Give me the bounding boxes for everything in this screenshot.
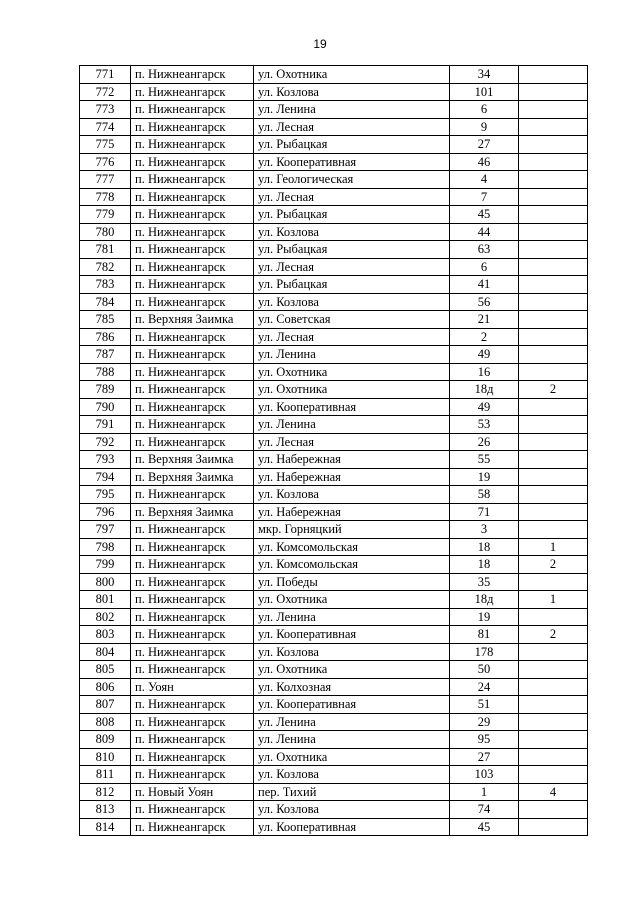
table-row (80, 83, 588, 101)
house-cell: 2 (450, 328, 519, 346)
table-row (80, 468, 588, 486)
table-row (80, 626, 588, 644)
table-row (80, 188, 588, 206)
house-cell: 6 (450, 258, 519, 276)
house-cell: 44 (450, 223, 519, 241)
row-number-cell: 782 (80, 258, 131, 276)
settlement-cell: п. Верхняя Заимка (131, 311, 254, 329)
table-row (80, 503, 588, 521)
apartment-cell (519, 748, 588, 766)
row-number-cell: 799 (80, 556, 131, 574)
settlement-cell: п. Нижнеангарск (131, 276, 254, 294)
settlement-cell: п. Нижнеангарск (131, 381, 254, 399)
house-cell: 74 (450, 801, 519, 819)
apartment-cell (519, 503, 588, 521)
house-cell: 6 (450, 101, 519, 119)
row-number-cell: 772 (80, 83, 131, 101)
street-cell: ул. Кооперативная (254, 818, 450, 836)
table-row (80, 293, 588, 311)
settlement-cell: п. Нижнеангарск (131, 363, 254, 381)
street-cell: ул. Комсомольская (254, 556, 450, 574)
street-cell: мкр. Горняцкий (254, 521, 450, 539)
table-row (80, 398, 588, 416)
house-cell: 95 (450, 731, 519, 749)
settlement-cell: п. Нижнеангарск (131, 416, 254, 434)
settlement-cell: п. Верхняя Заимка (131, 451, 254, 469)
apartment-cell (519, 766, 588, 784)
street-cell: ул. Ленина (254, 416, 450, 434)
settlement-cell: п. Нижнеангарск (131, 258, 254, 276)
apartment-cell (519, 818, 588, 836)
street-cell: ул. Охотника (254, 661, 450, 679)
row-number-cell: 793 (80, 451, 131, 469)
table-row (80, 346, 588, 364)
table-row (80, 276, 588, 294)
row-number-cell: 771 (80, 66, 131, 84)
table-row (80, 766, 588, 784)
apartment-cell (519, 153, 588, 171)
row-number-cell: 778 (80, 188, 131, 206)
settlement-cell: п. Нижнеангарск (131, 293, 254, 311)
table-row (80, 801, 588, 819)
house-cell: 3 (450, 521, 519, 539)
row-number-cell: 790 (80, 398, 131, 416)
apartment-cell (519, 486, 588, 504)
settlement-cell: п. Нижнеангарск (131, 153, 254, 171)
apartment-cell (519, 363, 588, 381)
apartment-cell (519, 101, 588, 119)
house-cell: 24 (450, 678, 519, 696)
apartment-cell (519, 696, 588, 714)
street-cell: ул. Кооперативная (254, 626, 450, 644)
table-row (80, 258, 588, 276)
row-number-cell: 806 (80, 678, 131, 696)
row-number-cell: 776 (80, 153, 131, 171)
settlement-cell: п. Нижнеангарск (131, 766, 254, 784)
street-cell: ул. Комсомольская (254, 538, 450, 556)
table-row (80, 223, 588, 241)
table-row (80, 311, 588, 329)
house-cell: 46 (450, 153, 519, 171)
house-cell: 1 (450, 783, 519, 801)
row-number-cell: 773 (80, 101, 131, 119)
settlement-cell: п. Нижнеангарск (131, 101, 254, 119)
house-cell: 53 (450, 416, 519, 434)
row-number-cell: 814 (80, 818, 131, 836)
table-row (80, 171, 588, 189)
house-cell: 51 (450, 696, 519, 714)
settlement-cell: п. Нижнеангарск (131, 748, 254, 766)
table-row (80, 206, 588, 224)
row-number-cell: 807 (80, 696, 131, 714)
house-cell: 35 (450, 573, 519, 591)
settlement-cell: п. Нижнеангарск (131, 223, 254, 241)
table-row (80, 433, 588, 451)
street-cell: ул. Кооперативная (254, 153, 450, 171)
house-cell: 19 (450, 468, 519, 486)
settlement-cell: п. Нижнеангарск (131, 118, 254, 136)
row-number-cell: 810 (80, 748, 131, 766)
apartment-cell (519, 661, 588, 679)
row-number-cell: 791 (80, 416, 131, 434)
apartment-cell (519, 801, 588, 819)
settlement-cell: п. Нижнеангарск (131, 171, 254, 189)
table-row (80, 136, 588, 154)
settlement-cell: п. Верхняя Заимка (131, 503, 254, 521)
street-cell: ул. Кооперативная (254, 696, 450, 714)
settlement-cell: п. Нижнеангарск (131, 346, 254, 364)
house-cell: 7 (450, 188, 519, 206)
table-row (80, 153, 588, 171)
house-cell: 50 (450, 661, 519, 679)
table-row (80, 66, 588, 84)
street-cell: ул. Рыбацкая (254, 136, 450, 154)
table-row (80, 678, 588, 696)
street-cell: ул. Ленина (254, 713, 450, 731)
apartment-cell (519, 188, 588, 206)
settlement-cell: п. Нижнеангарск (131, 696, 254, 714)
settlement-cell: п. Нижнеангарск (131, 626, 254, 644)
settlement-cell: п. Верхняя Заимка (131, 468, 254, 486)
apartment-cell (519, 258, 588, 276)
apartment-cell (519, 118, 588, 136)
street-cell: ул. Победы (254, 573, 450, 591)
house-cell: 71 (450, 503, 519, 521)
apartment-cell (519, 66, 588, 84)
table-row (80, 748, 588, 766)
table-row (80, 573, 588, 591)
table-row (80, 538, 588, 556)
row-number-cell: 784 (80, 293, 131, 311)
apartment-cell: 2 (519, 556, 588, 574)
table-row (80, 731, 588, 749)
row-number-cell: 783 (80, 276, 131, 294)
table-row (80, 696, 588, 714)
house-cell: 29 (450, 713, 519, 731)
settlement-cell: п. Нижнеангарск (131, 661, 254, 679)
row-number-cell: 796 (80, 503, 131, 521)
row-number-cell: 812 (80, 783, 131, 801)
street-cell: ул. Ленина (254, 101, 450, 119)
settlement-cell: п. Нижнеангарск (131, 731, 254, 749)
table-row (80, 363, 588, 381)
settlement-cell: п. Нижнеангарск (131, 328, 254, 346)
house-cell: 81 (450, 626, 519, 644)
apartment-cell: 2 (519, 626, 588, 644)
street-cell: ул. Охотника (254, 363, 450, 381)
apartment-cell (519, 311, 588, 329)
table-row (80, 328, 588, 346)
street-cell: ул. Лесная (254, 188, 450, 206)
settlement-cell: п. Нижнеангарск (131, 801, 254, 819)
street-cell: ул. Кооперативная (254, 398, 450, 416)
settlement-cell: п. Нижнеангарск (131, 486, 254, 504)
table-row (80, 118, 588, 136)
apartment-cell (519, 398, 588, 416)
table-row (80, 818, 588, 836)
settlement-cell: п. Новый Уоян (131, 783, 254, 801)
street-cell: ул. Лесная (254, 328, 450, 346)
row-number-cell: 792 (80, 433, 131, 451)
table-row (80, 783, 588, 801)
house-cell: 9 (450, 118, 519, 136)
settlement-cell: п. Нижнеангарск (131, 591, 254, 609)
house-cell: 55 (450, 451, 519, 469)
apartment-cell (519, 468, 588, 486)
address-table-body (80, 66, 588, 836)
apartment-cell: 2 (519, 381, 588, 399)
settlement-cell: п. Нижнеангарск (131, 136, 254, 154)
apartment-cell: 1 (519, 538, 588, 556)
row-number-cell: 787 (80, 346, 131, 364)
row-number-cell: 805 (80, 661, 131, 679)
house-cell: 4 (450, 171, 519, 189)
settlement-cell: п. Нижнеангарск (131, 206, 254, 224)
house-cell: 56 (450, 293, 519, 311)
row-number-cell: 808 (80, 713, 131, 731)
row-number-cell: 802 (80, 608, 131, 626)
table-row (80, 608, 588, 626)
street-cell: ул. Козлова (254, 486, 450, 504)
table-row (80, 101, 588, 119)
row-number-cell: 811 (80, 766, 131, 784)
street-cell: ул. Набережная (254, 451, 450, 469)
row-number-cell: 804 (80, 643, 131, 661)
settlement-cell: п. Нижнеангарск (131, 521, 254, 539)
table-row (80, 591, 588, 609)
page-number: 19 (313, 37, 327, 51)
apartment-cell (519, 293, 588, 311)
house-cell: 49 (450, 398, 519, 416)
table-row (80, 416, 588, 434)
row-number-cell: 786 (80, 328, 131, 346)
house-cell: 63 (450, 241, 519, 259)
settlement-cell: п. Нижнеангарск (131, 433, 254, 451)
street-cell: ул. Набережная (254, 468, 450, 486)
row-number-cell: 781 (80, 241, 131, 259)
settlement-cell: п. Нижнеангарск (131, 241, 254, 259)
row-number-cell: 797 (80, 521, 131, 539)
settlement-cell: п. Нижнеангарск (131, 538, 254, 556)
apartment-cell (519, 206, 588, 224)
apartment-cell (519, 241, 588, 259)
street-cell: ул. Ленина (254, 608, 450, 626)
house-cell: 18д (450, 381, 519, 399)
settlement-cell: п. Нижнеангарск (131, 556, 254, 574)
house-cell: 45 (450, 818, 519, 836)
street-cell: ул. Колхозная (254, 678, 450, 696)
settlement-cell: п. Нижнеангарск (131, 608, 254, 626)
house-cell: 103 (450, 766, 519, 784)
house-cell: 41 (450, 276, 519, 294)
street-cell: ул. Козлова (254, 293, 450, 311)
street-cell: ул. Охотника (254, 66, 450, 84)
street-cell: ул. Козлова (254, 766, 450, 784)
settlement-cell: п. Нижнеангарск (131, 573, 254, 591)
settlement-cell: п. Нижнеангарск (131, 83, 254, 101)
street-cell: ул. Лесная (254, 118, 450, 136)
settlement-cell: п. Нижнеангарск (131, 66, 254, 84)
house-cell: 18 (450, 556, 519, 574)
apartment-cell (519, 713, 588, 731)
street-cell: ул. Лесная (254, 258, 450, 276)
street-cell: ул. Охотника (254, 381, 450, 399)
row-number-cell: 779 (80, 206, 131, 224)
house-cell: 49 (450, 346, 519, 364)
street-cell: ул. Рыбацкая (254, 206, 450, 224)
settlement-cell: п. Уоян (131, 678, 254, 696)
row-number-cell: 789 (80, 381, 131, 399)
apartment-cell (519, 433, 588, 451)
house-cell: 27 (450, 136, 519, 154)
table-row (80, 486, 588, 504)
row-number-cell: 795 (80, 486, 131, 504)
street-cell: ул. Охотника (254, 748, 450, 766)
street-cell: ул. Геологическая (254, 171, 450, 189)
street-cell: ул. Козлова (254, 801, 450, 819)
street-cell: ул. Советская (254, 311, 450, 329)
street-cell: ул. Рыбацкая (254, 241, 450, 259)
row-number-cell: 800 (80, 573, 131, 591)
apartment-cell (519, 521, 588, 539)
apartment-cell (519, 416, 588, 434)
row-number-cell: 794 (80, 468, 131, 486)
house-cell: 45 (450, 206, 519, 224)
address-table (79, 65, 588, 836)
table-row (80, 713, 588, 731)
house-cell: 58 (450, 486, 519, 504)
house-cell: 101 (450, 83, 519, 101)
street-cell: ул. Ленина (254, 346, 450, 364)
table-row (80, 661, 588, 679)
row-number-cell: 777 (80, 171, 131, 189)
house-cell: 178 (450, 643, 519, 661)
street-cell: ул. Козлова (254, 223, 450, 241)
row-number-cell: 798 (80, 538, 131, 556)
table-row (80, 556, 588, 574)
row-number-cell: 774 (80, 118, 131, 136)
settlement-cell: п. Нижнеангарск (131, 713, 254, 731)
apartment-cell: 1 (519, 591, 588, 609)
table-row (80, 241, 588, 259)
apartment-cell (519, 171, 588, 189)
house-cell: 27 (450, 748, 519, 766)
street-cell: пер. Тихий (254, 783, 450, 801)
street-cell: ул. Лесная (254, 433, 450, 451)
table-row (80, 451, 588, 469)
table-row (80, 521, 588, 539)
apartment-cell: 4 (519, 783, 588, 801)
row-number-cell: 803 (80, 626, 131, 644)
settlement-cell: п. Нижнеангарск (131, 643, 254, 661)
apartment-cell (519, 83, 588, 101)
row-number-cell: 801 (80, 591, 131, 609)
row-number-cell: 785 (80, 311, 131, 329)
street-cell: ул. Набережная (254, 503, 450, 521)
street-cell: ул. Ленина (254, 731, 450, 749)
apartment-cell (519, 678, 588, 696)
settlement-cell: п. Нижнеангарск (131, 818, 254, 836)
apartment-cell (519, 223, 588, 241)
apartment-cell (519, 608, 588, 626)
street-cell: ул. Охотника (254, 591, 450, 609)
street-cell: ул. Козлова (254, 643, 450, 661)
table-row (80, 381, 588, 399)
row-number-cell: 775 (80, 136, 131, 154)
house-cell: 18 (450, 538, 519, 556)
apartment-cell (519, 643, 588, 661)
house-cell: 34 (450, 66, 519, 84)
row-number-cell: 809 (80, 731, 131, 749)
apartment-cell (519, 276, 588, 294)
settlement-cell: п. Нижнеангарск (131, 398, 254, 416)
apartment-cell (519, 451, 588, 469)
street-cell: ул. Козлова (254, 83, 450, 101)
apartment-cell (519, 136, 588, 154)
street-cell: ул. Рыбацкая (254, 276, 450, 294)
settlement-cell: п. Нижнеангарск (131, 188, 254, 206)
house-cell: 19 (450, 608, 519, 626)
house-cell: 26 (450, 433, 519, 451)
house-cell: 18д (450, 591, 519, 609)
house-cell: 21 (450, 311, 519, 329)
row-number-cell: 813 (80, 801, 131, 819)
apartment-cell (519, 346, 588, 364)
row-number-cell: 780 (80, 223, 131, 241)
apartment-cell (519, 573, 588, 591)
table-row (80, 643, 588, 661)
apartment-cell (519, 731, 588, 749)
apartment-cell (519, 328, 588, 346)
row-number-cell: 788 (80, 363, 131, 381)
house-cell: 16 (450, 363, 519, 381)
